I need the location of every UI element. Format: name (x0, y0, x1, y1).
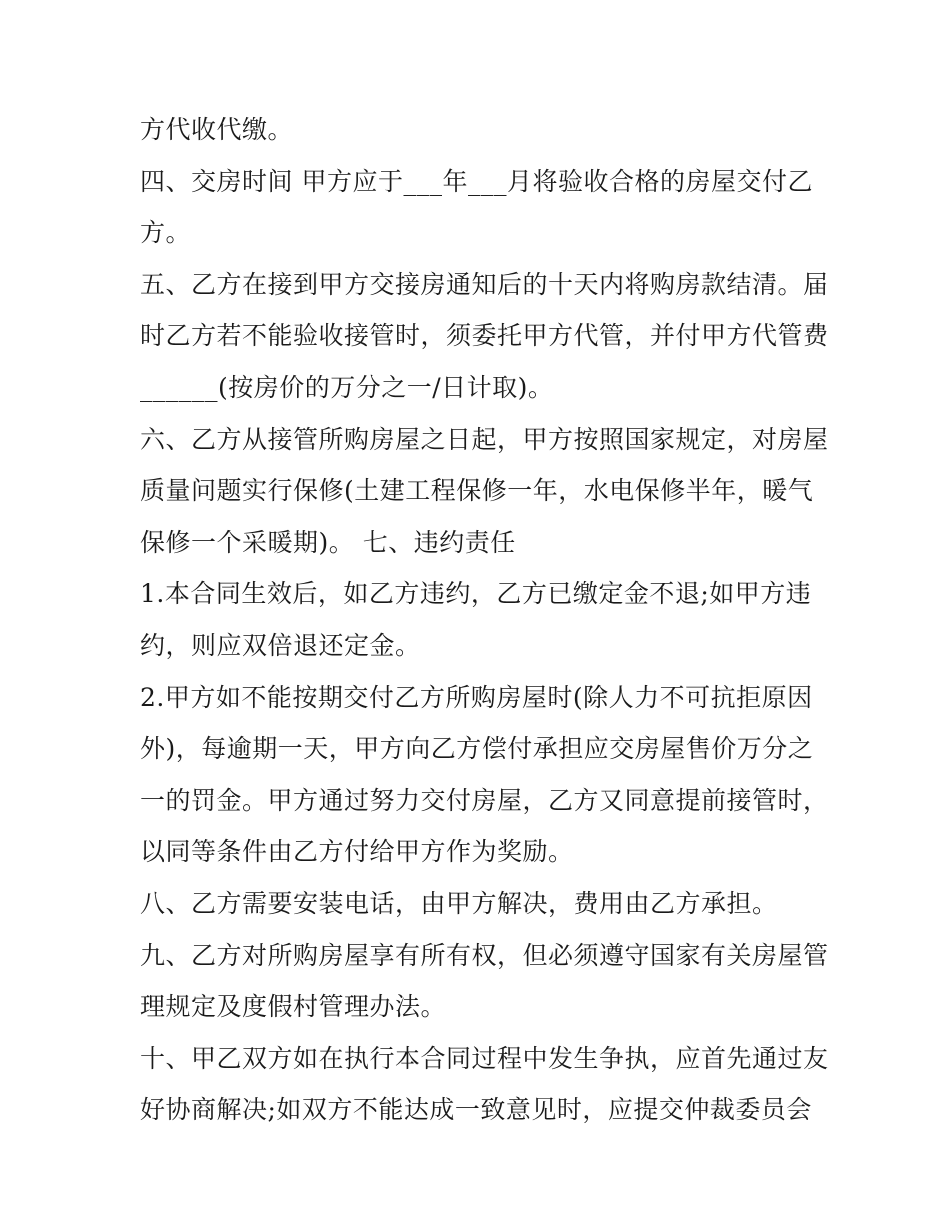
text-line: 九、乙方对所购房屋享有所有权，但必须遵守国家有关房屋管 (140, 940, 829, 970)
text-line: 理规定及度假村管理办法。 (140, 992, 447, 1022)
text-line: 五、乙方在接到甲方交接房通知后的十天内将购房款结清。届 (140, 269, 829, 299)
text-line: 方。 (140, 218, 192, 248)
text-line: 1.本合同生效后，如乙方违约，乙方已缴定金不退;如甲方违 (140, 579, 812, 609)
text-line: 八、乙方需要安装电话，由甲方解决，费用由乙方承担。 (140, 888, 778, 918)
text-line: 方代收代缴。 (140, 115, 294, 144)
text-line: 外)，每逾期一天，甲方向乙方偿付承担应交房屋售价万分之 (140, 734, 814, 764)
text-line: 2.甲方如不能按期交付乙方所购房屋时(除人力不可抗拒原因 (140, 682, 813, 712)
text-line: 六、乙方从接管所购房屋之日起，甲方按照国家规定，对房屋 (140, 424, 829, 454)
text-line: 质量问题实行保修(土建工程保修一年，水电保修半年，暖气 (140, 476, 814, 506)
contract-text (140, 104, 829, 1136)
text-line: 一的罚金。甲方通过努力交付房屋，乙方又同意提前接管时， (140, 785, 829, 815)
text-line: 以同等条件由乙方付给甲方作为奖励。 (140, 837, 574, 867)
text-line: 保修一个采暖期)。 七、违约责任 (140, 527, 516, 557)
text-line: 四、交房时间 甲方应于___年___月将验收合格的房屋交付乙 (140, 166, 813, 196)
text-line: 约，则应双倍退还定金。 (140, 630, 421, 660)
text-line: 时乙方若不能验收接管时，须委托甲方代管，并付甲方代管费 (140, 321, 829, 351)
text-line: 十、甲乙双方如在执行本合同过程中发生争执，应首先通过友 (140, 1043, 829, 1073)
text-line: ______(按房价的万分之一/日计取)。 (140, 372, 554, 402)
text-line: 好协商解决;如双方不能达成一致意见时，应提交仲裁委员会 (140, 1095, 812, 1125)
